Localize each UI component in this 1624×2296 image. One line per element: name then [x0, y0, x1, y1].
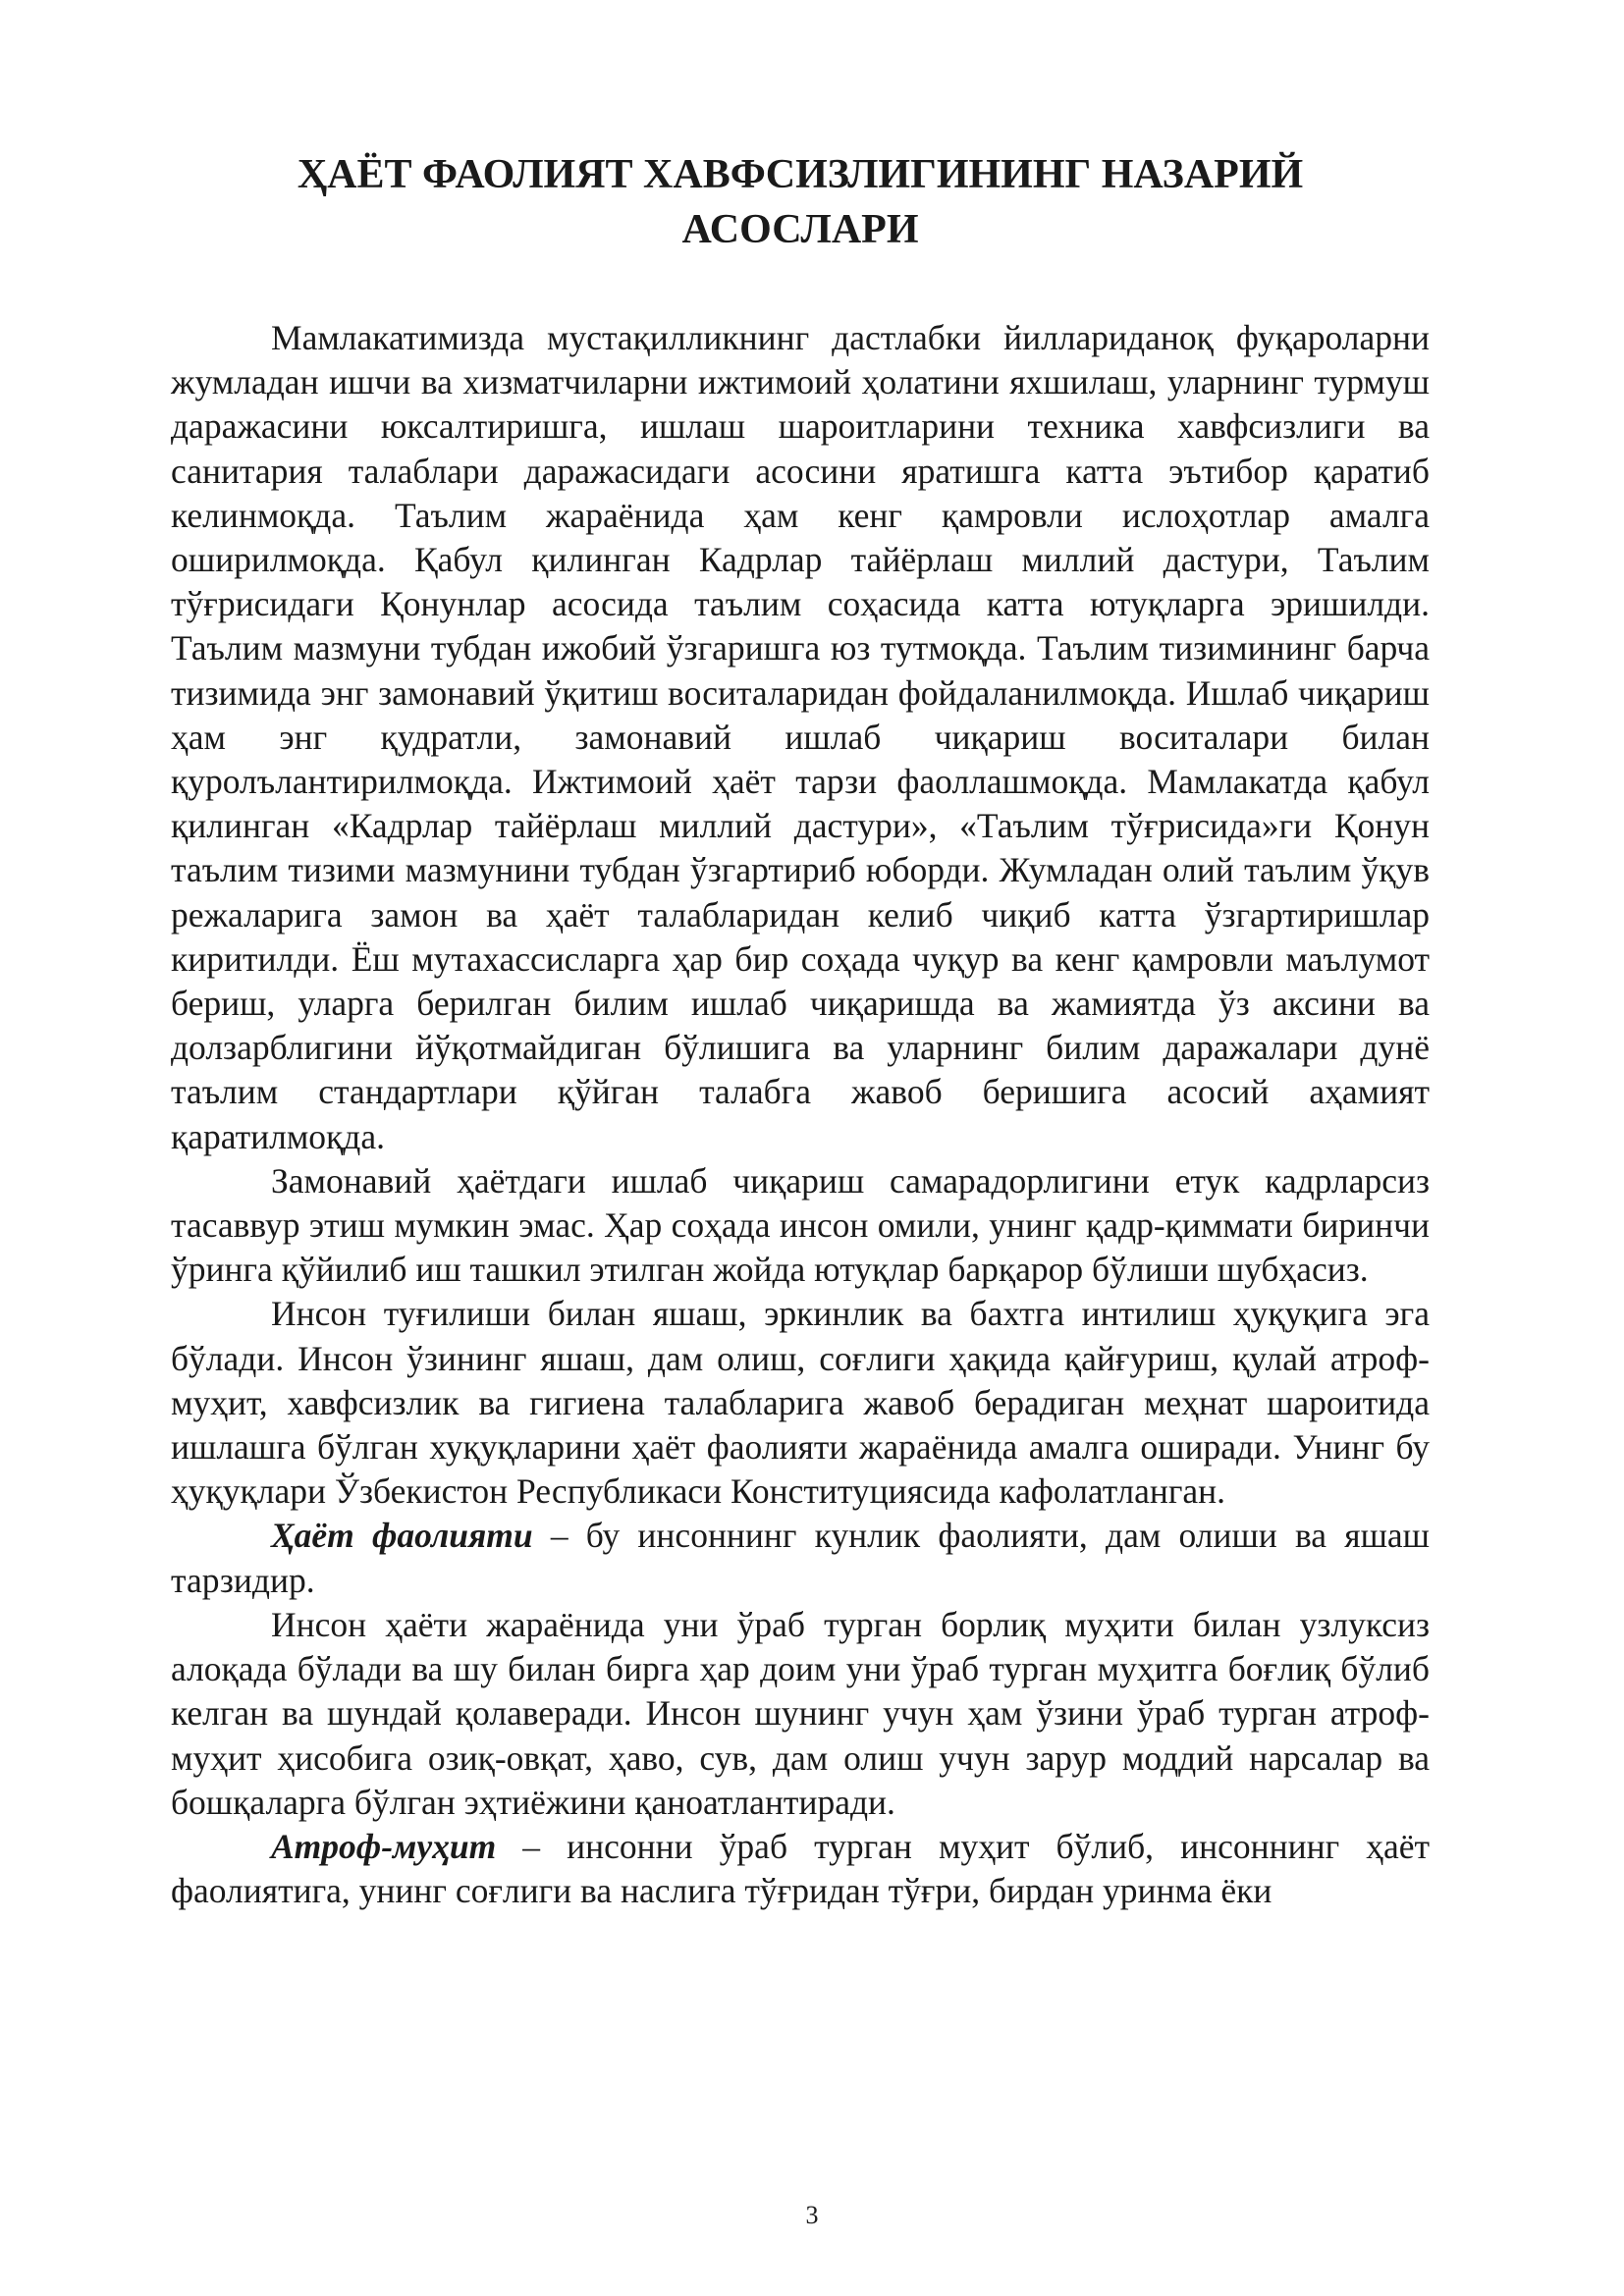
definition-life-activity-text: – бу инсоннинг кунлик фаолияти, дам олиши ва яшаш тарзидир. — [171, 1516, 1431, 1600]
title-line-2: АСОСЛАРИ — [681, 207, 919, 252]
definition-life-activity — [171, 1514, 1430, 1602]
definition-environment-text: – инсонни ўраб турган муҳит бўлиб, инсоннинг ҳаёт фаолиятига, унинг соғлиги ва наслига тўғридан тўғри, бирдан уринма ёки — [171, 1826, 1430, 1911]
term-environment: Атроф-муҳит — [271, 1826, 497, 1866]
title-line-1: ҲАЁТ ФАОЛИЯТ ХАВФСИЗЛИГИНИНГ НАЗАРИЙ — [297, 152, 1304, 197]
definition-environment — [171, 1825, 1430, 1913]
paragraph-1: Мамлакатимизда мустақилликнинг дастлабки йиллариданоқ фуқароларни жумладан ишчи ва хизматчиларни ижтимоий ҳолатини яхшилаш, уларнинг турмуш даражасини юксалтиришга, ишлаш шароитларини техника хавфсизлиги ва санитария талаблари даражасидаги асосини яратишга катта эътибор қаратиб келинмоқда. Таълим жараёнида ҳам кенг қамровли ислоҳотлар амалга оширилмоқда. Қабул қилинган Кадрлар тайёрлаш миллий дастури, Таълим тўғрисидаги Қонунлар асосида таълим соҳасида катта ютуқларга эришилди. Таълим мазмуни тубдан ижобий ўзгаришга юз тутмоқда. Таълим тизимининг барча тизимида энг замонавий ўқитиш воситаларидан фойдаланилмоқда. Ишлаб чиқариш ҳам энг қудратли, замонавий ишлаб чиқариш воситалари билан қуролълантирилмоқда. Ижтимоий ҳаёт тарзи фаоллашмоқда. Мамлакатда қабул қилинган «Кадрлар тайёрлаш миллий дастури», «Таълим тўғрисида»ги Қонун таълим тизими мазмунини тубдан ўзгартириб юборди. Жумладан олий таълим ўқув режаларига замон ва ҳаёт талабларидан келиб чиқиб катта ўзгартиришлар киритилди. Ёш мутахассисларга ҳар бир соҳада чуқур ва кенг қамровли маълумот бериш, уларга берилган билим ишлаб чиқаришда ва жамиятда ўз аксини ва долзарблигини йўқотмайдиган бўлишига ва уларнинг билим даражалари дунё таълим стандартлари қўйган талабга жавоб беришига асосий аҳамият қаратилмоқда. — [171, 318, 1430, 1156]
term-life-activity: Ҳаёт фаолияти — [271, 1516, 533, 1556]
document-page — [171, 147, 1430, 1913]
document-title — [171, 147, 1430, 257]
paragraph-4: Инсон ҳаёти жараёнида уни ўраб турган борлиқ муҳити билан узлуксиз алоқада бўлади ва шу билан бирга ҳар доим уни ўраб турган муҳитга боғлиқ бўлиб келган ва шундай қолаверади. Инсон шунинг учун ҳам ўзини ўраб турган атроф-муҳит ҳисобига озиқ-овқат, ҳаво, сув, дам олиш учун зарур моддий нарсалар ва бошқаларга бўлган эҳтиёжини қаноатлантиради. — [171, 1604, 1430, 1822]
page-number: 3 — [805, 2201, 819, 2229]
paragraph-2: Замонавий ҳаётдаги ишлаб чиқариш самарадорлигини етук кадрларсиз тасаввур этиш мумкин эмас. Ҳар соҳада инсон омили, унинг қадр-қиммати биринчи ўринга қўйилиб иш ташкил этилган жойда ютуқлар барқарор бўлиши шубҳасиз. — [171, 1160, 1430, 1290]
paragraph-3: Инсон туғилиши билан яшаш, эркинлик ва бахтга интилиш ҳуқуқига эга бўлади. Инсон ўзининг яшаш, дам олиш, соғлиги ҳақида қайғуриш, қулай атроф-муҳит, хавфсизлик ва гигиена талабларига жавоб берадиган меҳнат шароитида ишлашга бўлган хуқуқларини ҳаёт фаолияти жараёнида амалга оширади. Унинг бу ҳуқуқлари Ўзбекистон Республикаси Конституциясида кафолатланган. — [171, 1294, 1430, 1512]
